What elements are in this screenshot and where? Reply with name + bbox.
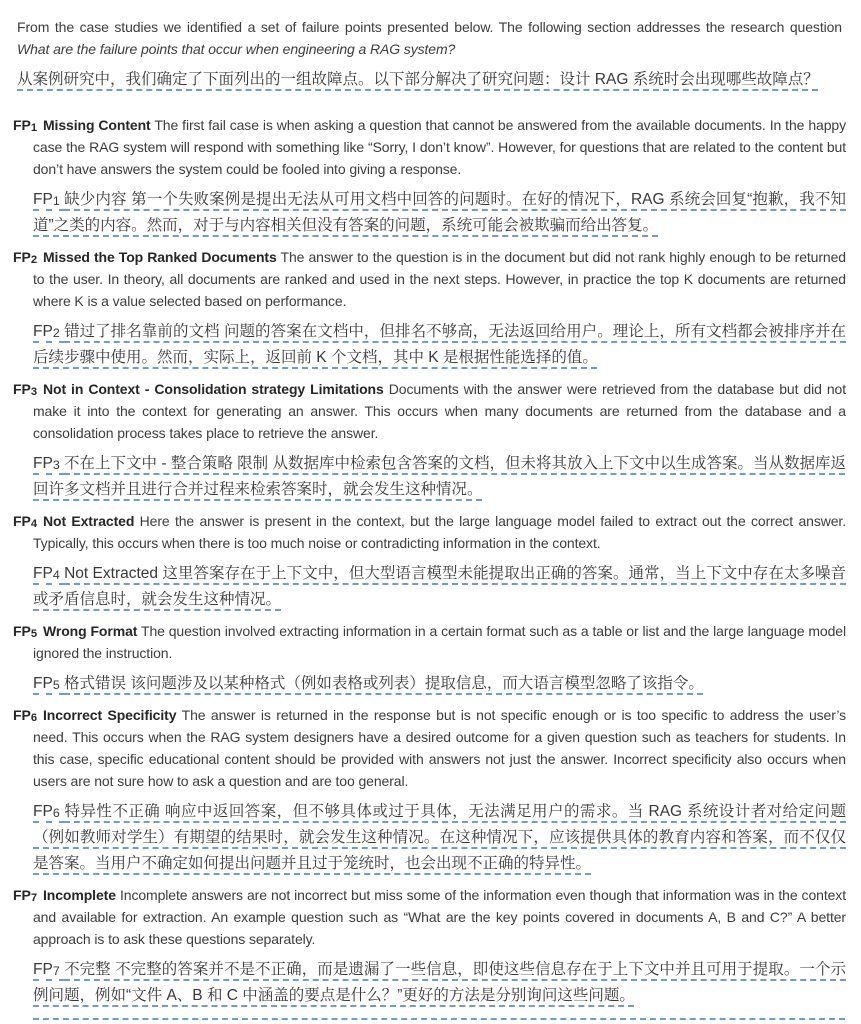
fp2-zh-text: 错过了排名靠前的文档 问题的答案在文档中，但排名不够高，无法返回给用户。理论上，所有文档都会被排序并在后续步骤中使用。然而，实际上，返回前 K 个文档，其中 K 是根据性能选择的值。 [33,323,846,366]
fp3-label: FP3 [13,381,38,398]
fp6-body [33,704,846,792]
intro-paragraph [17,16,842,60]
fp4-body [33,510,846,554]
fp7-content [33,884,846,1009]
fp1-body-text: The first fail case is when asking a question that cannot be answered from the available documents. In the happy case the RAG system will respond with something like “Sorry, I don’t know”. However, for questions that are related to the content but don’t have answers the system could be fooled into giving a response. [33,117,846,177]
research-question: What are the failure points that occur when engineering a RAG system? [17,41,456,57]
fp1-zh-label: FP1 [33,191,60,208]
fp3-title: Not in Context - Consolidation strategy Limitations [43,381,384,397]
fp7-translation [33,957,846,1009]
fp1-label: FP1 [13,117,38,134]
fp1-body [33,114,846,180]
fp5-body [33,620,846,664]
fp4-content [33,510,846,613]
fp6-label: FP6 [13,707,38,724]
fp4-translation [33,561,846,613]
fp3-section [13,378,846,503]
fp5-section [13,620,846,697]
fp1-translation [33,187,846,239]
fp1-content [33,114,846,239]
fp2-zh-label: FP2 [33,323,60,340]
fp7-label: FP7 [13,887,38,904]
fp7-zh-text: 不完整 不完整的答案并不是不正确，而是遗漏了一些信息，即使这些信息存在于上下文中并且可用于提取。一个示例问题，例如“文件 A、B 和 C 中涵盖的要点是什么？”更好的方法是分别询问这些问题。 [33,961,846,1004]
intro-translation: 从案例研究中，我们确定了下面列出的一组故障点。以下部分解决了研究问题：设计 RAG 系统时会出现哪些故障点？ [17,71,819,88]
fp1-title: Missing Content [43,117,151,133]
fp7-zh-label: FP7 [33,961,60,978]
fp7-section [13,884,846,1009]
fp6-zh-text: 特异性不正确 响应中返回答案，但不够具体或过于具体，无法满足用户的需求。当 RAG 系统设计者对给定问题（例如教师对学生）有期望的结果时，就会发生这种情况。在这种情况下，应该提供具体的教育内容和答案，而不仅仅是答案。当用户不确定如何提出问题并且过于笼统时，也会出现不正确的特异性。 [33,803,846,872]
fp6-title: Incorrect Specificity [43,707,177,723]
fp5-label: FP5 [13,623,38,640]
fp5-body-text: The question involved extracting information in a certain format such as a table or list and the large language model ignored the instruction. [33,623,847,661]
fp7-title: Incomplete [43,887,116,903]
fp3-content [33,378,846,503]
fp1-section [13,114,846,239]
fp7-body [33,884,846,950]
fp5-content [33,620,846,697]
fp5-translation [33,671,846,697]
fp4-title: Not Extracted [43,513,135,529]
fp4-body-text: Here the answer is present in the context, but the large language model failed to extract out the correct answer. Typically, this occurs when there is too much noise or contradicting information in the context. [33,513,846,551]
fp6-translation [33,799,846,877]
fp4-zh-label: FP4 [33,565,60,582]
fp6-body-text: The answer is returned in the response but is not specific enough or is too specific to address the user’s need. This occurs when the RAG system designers have a desired outcome for a given question such as teachers for students. In this case, specific educational content should be provided with answers not just the answer. Incorrect specificity also occurs when users are not sure how to ask a question and are too general. [33,707,846,789]
fp4-section [13,510,846,613]
fp2-title: Missed the Top Ranked Documents [43,249,277,265]
fp3-translation [33,451,846,503]
fp2-translation [33,319,846,371]
fp4-label: FP4 [13,513,38,530]
fp2-content [33,246,846,371]
fp2-label: FP2 [13,249,38,266]
fp4-zh-text: Not Extracted 这里答案存在于上下文中，但大型语言模型未能提取出正确的答案。通常，当上下文中存在太多噪音或矛盾信息时，就会发生这种情况。 [33,565,847,608]
fp7-body-text: Incomplete answers are not incorrect but miss some of the information even though that information was in the context and available for extraction. An example question such as “What are the key points covered in documents A, B and C?” A better approach is to ask these questions separately. [33,887,846,947]
fp6-content [33,704,846,877]
cutoff-translation-underline [33,1018,845,1020]
fp3-zh-label: FP3 [33,455,60,472]
fp2-section [13,246,846,371]
fp2-body-text: The answer to the question is in the document but did not rank highly enough to be returned to the user. In theory, all documents are ranked and used in the next steps. However, in practice the top K documents are returned where K is a value selected based on performance. [33,249,846,309]
intro-text: From the case studies we identified a set of failure points presented below. The following section addresses the research question [17,19,842,35]
fp5-zh-label: FP5 [33,675,60,692]
fp3-zh-text: 不在上下文中 - 整合策略 限制 从数据库中检索包含答案的文档，但未将其放入上下文中以生成答案。当从数据库返回许多文档并且进行合并过程来检索答案时，就会发生这种情况。 [33,455,846,498]
fp2-body [33,246,846,312]
fp6-zh-label: FP6 [33,803,60,820]
fp6-section [13,704,846,877]
fp5-zh-text: 格式错误 该问题涉及以某种格式（例如表格或列表）提取信息，而大语言模型忽略了该指令。 [64,675,704,692]
fp3-body-text: Documents with the answer were retrieved from the database but did not make it into the context for generating an answer. This occurs when many documents are returned from the database and a consolidation process takes place to retrieve the answer. [33,381,846,441]
fp5-title: Wrong Format [43,623,138,639]
fp1-zh-text: 缺少内容 第一个失败案例是提出无法从可用文档中回答的问题时。在好的情况下，RAG 系统会回复“抱歉，我不知道”之类的内容。然而，对于与内容相关但没有答案的问题，系统可能会被欺骗而给出答复。 [33,191,846,234]
fp3-body [33,378,846,444]
